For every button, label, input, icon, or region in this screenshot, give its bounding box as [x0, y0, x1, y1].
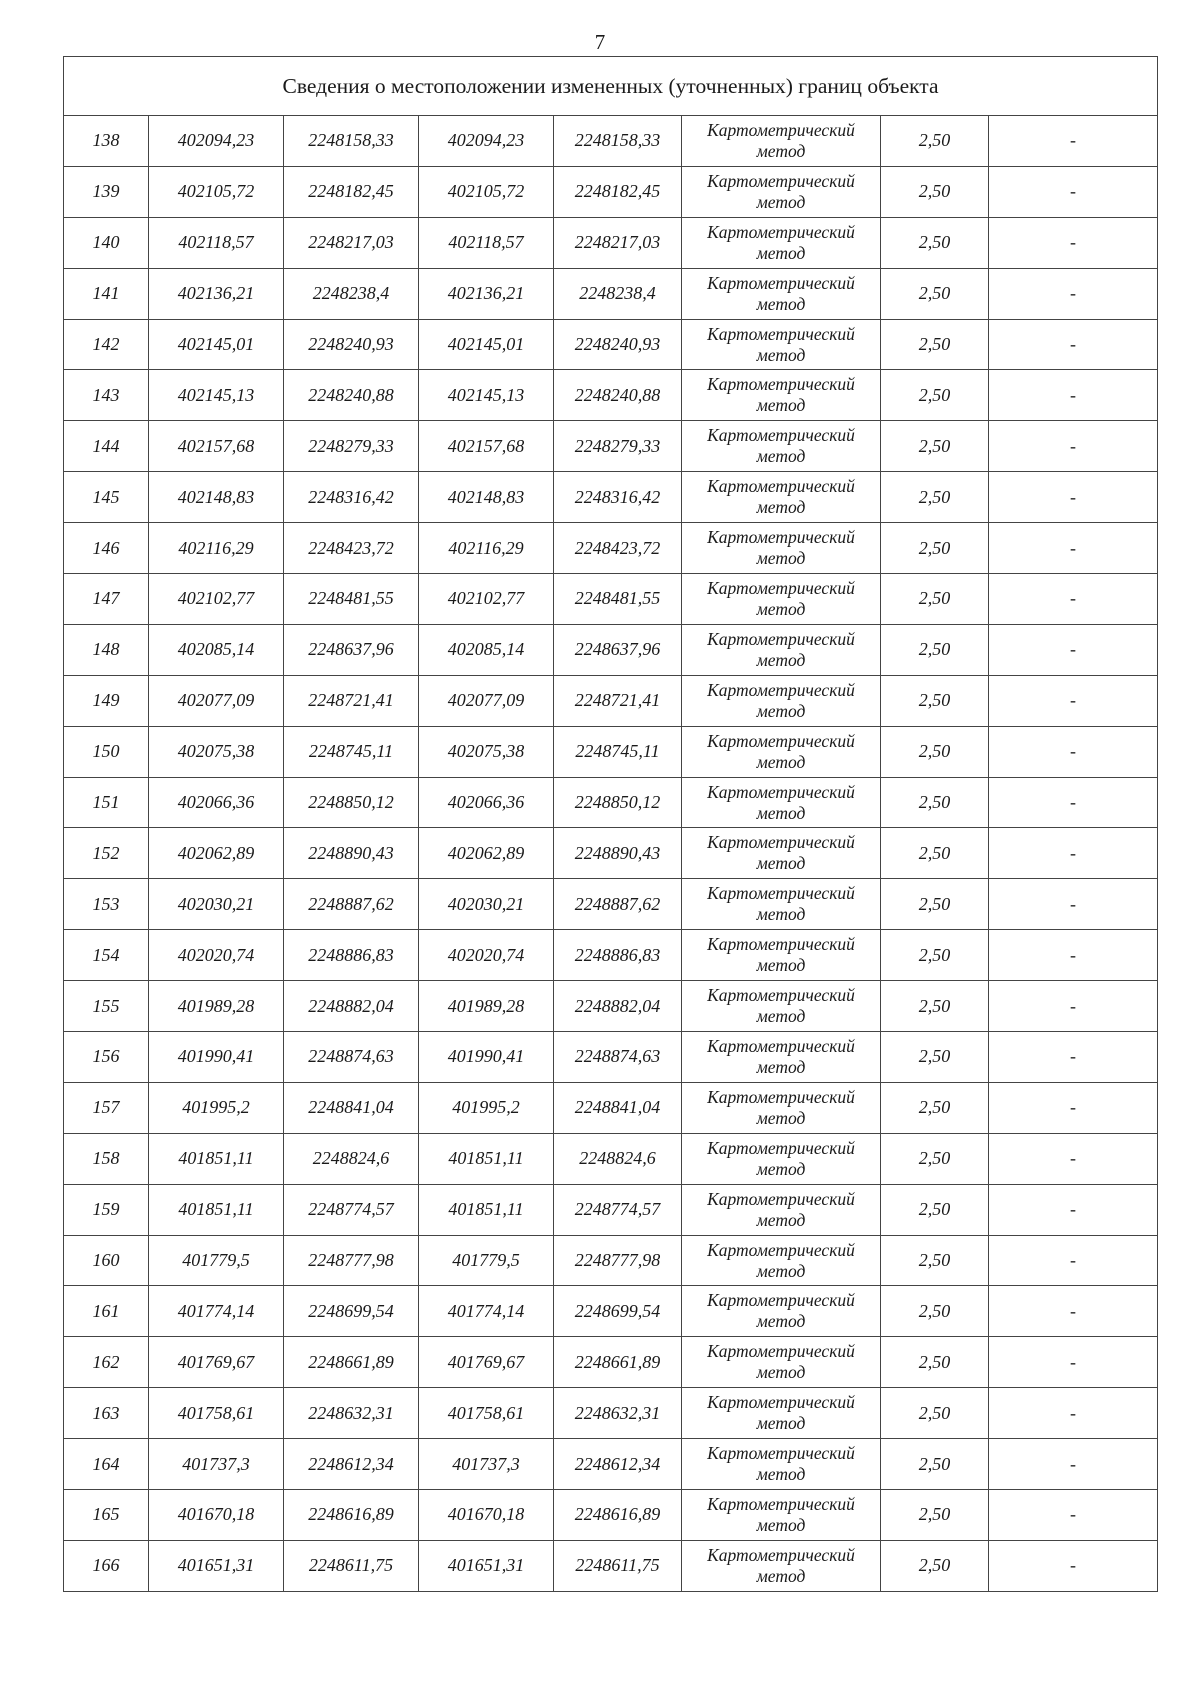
refined-y-cell: 2248890,43 — [554, 828, 682, 879]
note-cell: - — [989, 624, 1158, 675]
table-row — [64, 166, 1158, 217]
table-title-row — [64, 57, 1158, 116]
accuracy-cell: 2,50 — [881, 268, 989, 319]
refined-y-cell: 2248882,04 — [554, 981, 682, 1032]
accuracy-cell: 2,50 — [881, 574, 989, 625]
existing-y-cell: 2248841,04 — [284, 1082, 419, 1133]
refined-x-cell: 401651,31 — [419, 1540, 554, 1591]
method-cell: Картометрический метод — [682, 116, 881, 167]
refined-x-cell: 402118,57 — [419, 217, 554, 268]
note-cell: - — [989, 879, 1158, 930]
method-cell: Картометрический метод — [682, 777, 881, 828]
refined-y-cell: 2248886,83 — [554, 930, 682, 981]
existing-x-cell: 402066,36 — [149, 777, 284, 828]
refined-y-cell: 2248611,75 — [554, 1540, 682, 1591]
note-cell: - — [989, 1388, 1158, 1439]
point-number-cell: 144 — [64, 421, 149, 472]
boundary-coordinates-table — [63, 56, 1158, 1592]
existing-x-cell: 401779,5 — [149, 1235, 284, 1286]
method-cell: Картометрический метод — [682, 624, 881, 675]
refined-x-cell: 402116,29 — [419, 523, 554, 574]
existing-y-cell: 2248824,6 — [284, 1133, 419, 1184]
refined-x-cell: 401779,5 — [419, 1235, 554, 1286]
existing-y-cell: 2248882,04 — [284, 981, 419, 1032]
table-row — [64, 1286, 1158, 1337]
point-number-cell: 155 — [64, 981, 149, 1032]
existing-x-cell: 402030,21 — [149, 879, 284, 930]
note-cell: - — [989, 472, 1158, 523]
existing-y-cell: 2248238,4 — [284, 268, 419, 319]
existing-y-cell: 2248481,55 — [284, 574, 419, 625]
refined-y-cell: 2248217,03 — [554, 217, 682, 268]
table-row — [64, 1032, 1158, 1083]
existing-y-cell: 2248887,62 — [284, 879, 419, 930]
point-number-cell: 158 — [64, 1133, 149, 1184]
note-cell: - — [989, 1286, 1158, 1337]
existing-y-cell: 2248777,98 — [284, 1235, 419, 1286]
refined-y-cell: 2248699,54 — [554, 1286, 682, 1337]
point-number-cell: 142 — [64, 319, 149, 370]
table-row — [64, 217, 1158, 268]
existing-x-cell: 402157,68 — [149, 421, 284, 472]
accuracy-cell: 2,50 — [881, 1439, 989, 1490]
refined-x-cell: 402030,21 — [419, 879, 554, 930]
table-row — [64, 1490, 1158, 1541]
point-number-cell: 164 — [64, 1439, 149, 1490]
point-number-cell: 154 — [64, 930, 149, 981]
refined-x-cell: 402077,09 — [419, 675, 554, 726]
method-cell: Картометрический метод — [682, 828, 881, 879]
existing-x-cell: 401769,67 — [149, 1337, 284, 1388]
table-row — [64, 268, 1158, 319]
point-number-cell: 153 — [64, 879, 149, 930]
existing-x-cell: 402148,83 — [149, 472, 284, 523]
existing-y-cell: 2248745,11 — [284, 726, 419, 777]
point-number-cell: 166 — [64, 1540, 149, 1591]
point-number-cell: 162 — [64, 1337, 149, 1388]
table-row — [64, 777, 1158, 828]
method-cell: Картометрический метод — [682, 930, 881, 981]
accuracy-cell: 2,50 — [881, 828, 989, 879]
refined-x-cell: 401670,18 — [419, 1490, 554, 1541]
existing-x-cell: 402145,13 — [149, 370, 284, 421]
existing-x-cell: 401989,28 — [149, 981, 284, 1032]
point-number-cell: 138 — [64, 116, 149, 167]
refined-x-cell: 402102,77 — [419, 574, 554, 625]
existing-x-cell: 401651,31 — [149, 1540, 284, 1591]
existing-x-cell: 401990,41 — [149, 1032, 284, 1083]
existing-y-cell: 2248890,43 — [284, 828, 419, 879]
existing-y-cell: 2248182,45 — [284, 166, 419, 217]
refined-x-cell: 401989,28 — [419, 981, 554, 1032]
table-row — [64, 370, 1158, 421]
refined-y-cell: 2248632,31 — [554, 1388, 682, 1439]
refined-x-cell: 401995,2 — [419, 1082, 554, 1133]
existing-y-cell: 2248158,33 — [284, 116, 419, 167]
point-number-cell: 139 — [64, 166, 149, 217]
note-cell: - — [989, 1540, 1158, 1591]
existing-x-cell: 402075,38 — [149, 726, 284, 777]
accuracy-cell: 2,50 — [881, 217, 989, 268]
method-cell: Картометрический метод — [682, 675, 881, 726]
existing-x-cell: 402116,29 — [149, 523, 284, 574]
refined-y-cell: 2248721,41 — [554, 675, 682, 726]
refined-y-cell: 2248240,88 — [554, 370, 682, 421]
accuracy-cell: 2,50 — [881, 472, 989, 523]
existing-x-cell: 401670,18 — [149, 1490, 284, 1541]
existing-x-cell: 402118,57 — [149, 217, 284, 268]
accuracy-cell: 2,50 — [881, 370, 989, 421]
refined-x-cell: 402148,83 — [419, 472, 554, 523]
note-cell: - — [989, 1032, 1158, 1083]
refined-x-cell: 401769,67 — [419, 1337, 554, 1388]
refined-y-cell: 2248238,4 — [554, 268, 682, 319]
refined-y-cell: 2248158,33 — [554, 116, 682, 167]
point-number-cell: 146 — [64, 523, 149, 574]
note-cell: - — [989, 1439, 1158, 1490]
table-row — [64, 930, 1158, 981]
method-cell: Картометрический метод — [682, 574, 881, 625]
table-row — [64, 523, 1158, 574]
table-row — [64, 1337, 1158, 1388]
refined-x-cell: 402145,01 — [419, 319, 554, 370]
accuracy-cell: 2,50 — [881, 1490, 989, 1541]
refined-x-cell: 402062,89 — [419, 828, 554, 879]
refined-x-cell: 402145,13 — [419, 370, 554, 421]
point-number-cell: 152 — [64, 828, 149, 879]
accuracy-cell: 2,50 — [881, 1184, 989, 1235]
refined-y-cell: 2248661,89 — [554, 1337, 682, 1388]
table-row — [64, 1388, 1158, 1439]
refined-x-cell: 401758,61 — [419, 1388, 554, 1439]
note-cell: - — [989, 268, 1158, 319]
existing-y-cell: 2248699,54 — [284, 1286, 419, 1337]
method-cell: Картометрический метод — [682, 879, 881, 930]
method-cell: Картометрический метод — [682, 1337, 881, 1388]
method-cell: Картометрический метод — [682, 1082, 881, 1133]
existing-y-cell: 2248279,33 — [284, 421, 419, 472]
table-row — [64, 828, 1158, 879]
method-cell: Картометрический метод — [682, 268, 881, 319]
note-cell: - — [989, 1490, 1158, 1541]
method-cell: Картометрический метод — [682, 1184, 881, 1235]
existing-y-cell: 2248611,75 — [284, 1540, 419, 1591]
refined-y-cell: 2248182,45 — [554, 166, 682, 217]
point-number-cell: 145 — [64, 472, 149, 523]
existing-x-cell: 401758,61 — [149, 1388, 284, 1439]
point-number-cell: 150 — [64, 726, 149, 777]
refined-y-cell: 2248841,04 — [554, 1082, 682, 1133]
accuracy-cell: 2,50 — [881, 1388, 989, 1439]
refined-x-cell: 402136,21 — [419, 268, 554, 319]
accuracy-cell: 2,50 — [881, 1235, 989, 1286]
note-cell: - — [989, 1235, 1158, 1286]
point-number-cell: 165 — [64, 1490, 149, 1541]
refined-y-cell: 2248824,6 — [554, 1133, 682, 1184]
table-row — [64, 574, 1158, 625]
method-cell: Картометрический метод — [682, 1286, 881, 1337]
refined-y-cell: 2248874,63 — [554, 1032, 682, 1083]
existing-x-cell: 401995,2 — [149, 1082, 284, 1133]
table-row — [64, 1133, 1158, 1184]
table-row — [64, 675, 1158, 726]
note-cell: - — [989, 675, 1158, 726]
table-row — [64, 879, 1158, 930]
note-cell: - — [989, 981, 1158, 1032]
point-number-cell: 148 — [64, 624, 149, 675]
accuracy-cell: 2,50 — [881, 523, 989, 574]
refined-x-cell: 402066,36 — [419, 777, 554, 828]
table-row — [64, 1540, 1158, 1591]
refined-x-cell: 402105,72 — [419, 166, 554, 217]
method-cell: Картометрический метод — [682, 1490, 881, 1541]
existing-y-cell: 2248616,89 — [284, 1490, 419, 1541]
table-row — [64, 319, 1158, 370]
accuracy-cell: 2,50 — [881, 726, 989, 777]
table-row — [64, 116, 1158, 167]
accuracy-cell: 2,50 — [881, 777, 989, 828]
point-number-cell: 140 — [64, 217, 149, 268]
point-number-cell: 161 — [64, 1286, 149, 1337]
point-number-cell: 159 — [64, 1184, 149, 1235]
accuracy-cell: 2,50 — [881, 981, 989, 1032]
point-number-cell: 160 — [64, 1235, 149, 1286]
method-cell: Картометрический метод — [682, 166, 881, 217]
method-cell: Картометрический метод — [682, 981, 881, 1032]
note-cell: - — [989, 319, 1158, 370]
existing-y-cell: 2248316,42 — [284, 472, 419, 523]
accuracy-cell: 2,50 — [881, 1082, 989, 1133]
existing-x-cell: 402145,01 — [149, 319, 284, 370]
refined-y-cell: 2248240,93 — [554, 319, 682, 370]
accuracy-cell: 2,50 — [881, 319, 989, 370]
existing-x-cell: 401737,3 — [149, 1439, 284, 1490]
accuracy-cell: 2,50 — [881, 930, 989, 981]
table-body — [64, 116, 1158, 1592]
existing-x-cell: 402136,21 — [149, 268, 284, 319]
page-number: 7 — [594, 30, 606, 54]
existing-x-cell: 402094,23 — [149, 116, 284, 167]
note-cell: - — [989, 574, 1158, 625]
table-row — [64, 1184, 1158, 1235]
refined-y-cell: 2248850,12 — [554, 777, 682, 828]
refined-y-cell: 2248777,98 — [554, 1235, 682, 1286]
note-cell: - — [989, 777, 1158, 828]
existing-y-cell: 2248240,88 — [284, 370, 419, 421]
refined-x-cell: 401774,14 — [419, 1286, 554, 1337]
existing-y-cell: 2248661,89 — [284, 1337, 419, 1388]
existing-x-cell: 402077,09 — [149, 675, 284, 726]
refined-y-cell: 2248616,89 — [554, 1490, 682, 1541]
method-cell: Картометрический метод — [682, 1388, 881, 1439]
table-row — [64, 981, 1158, 1032]
note-cell: - — [989, 523, 1158, 574]
table-row — [64, 472, 1158, 523]
existing-x-cell: 402085,14 — [149, 624, 284, 675]
method-cell: Картометрический метод — [682, 523, 881, 574]
point-number-cell: 156 — [64, 1032, 149, 1083]
accuracy-cell: 2,50 — [881, 116, 989, 167]
existing-x-cell: 401774,14 — [149, 1286, 284, 1337]
refined-y-cell: 2248279,33 — [554, 421, 682, 472]
existing-x-cell: 401851,11 — [149, 1184, 284, 1235]
note-cell: - — [989, 370, 1158, 421]
table-row — [64, 1082, 1158, 1133]
refined-x-cell: 402020,74 — [419, 930, 554, 981]
refined-y-cell: 2248481,55 — [554, 574, 682, 625]
existing-y-cell: 2248632,31 — [284, 1388, 419, 1439]
refined-y-cell: 2248423,72 — [554, 523, 682, 574]
refined-x-cell: 401851,11 — [419, 1133, 554, 1184]
accuracy-cell: 2,50 — [881, 879, 989, 930]
table-row — [64, 421, 1158, 472]
point-number-cell: 149 — [64, 675, 149, 726]
table-title: Сведения о местоположении измененных (уточненных) границ объекта — [64, 57, 1158, 116]
refined-x-cell: 402085,14 — [419, 624, 554, 675]
existing-y-cell: 2248886,83 — [284, 930, 419, 981]
accuracy-cell: 2,50 — [881, 1133, 989, 1184]
refined-y-cell: 2248745,11 — [554, 726, 682, 777]
refined-x-cell: 402157,68 — [419, 421, 554, 472]
existing-y-cell: 2248721,41 — [284, 675, 419, 726]
existing-x-cell: 402020,74 — [149, 930, 284, 981]
refined-y-cell: 2248612,34 — [554, 1439, 682, 1490]
method-cell: Картометрический метод — [682, 472, 881, 523]
note-cell: - — [989, 828, 1158, 879]
accuracy-cell: 2,50 — [881, 1032, 989, 1083]
existing-y-cell: 2248423,72 — [284, 523, 419, 574]
existing-y-cell: 2248850,12 — [284, 777, 419, 828]
accuracy-cell: 2,50 — [881, 421, 989, 472]
existing-y-cell: 2248240,93 — [284, 319, 419, 370]
existing-x-cell: 402102,77 — [149, 574, 284, 625]
accuracy-cell: 2,50 — [881, 1337, 989, 1388]
table-row — [64, 624, 1158, 675]
refined-y-cell: 2248887,62 — [554, 879, 682, 930]
existing-y-cell: 2248217,03 — [284, 217, 419, 268]
refined-x-cell: 401737,3 — [419, 1439, 554, 1490]
existing-x-cell: 402105,72 — [149, 166, 284, 217]
method-cell: Картометрический метод — [682, 1032, 881, 1083]
refined-x-cell: 402094,23 — [419, 116, 554, 167]
existing-y-cell: 2248637,96 — [284, 624, 419, 675]
method-cell: Картометрический метод — [682, 1133, 881, 1184]
method-cell: Картометрический метод — [682, 370, 881, 421]
existing-x-cell: 402062,89 — [149, 828, 284, 879]
point-number-cell: 141 — [64, 268, 149, 319]
method-cell: Картометрический метод — [682, 1439, 881, 1490]
note-cell: - — [989, 166, 1158, 217]
note-cell: - — [989, 116, 1158, 167]
point-number-cell: 143 — [64, 370, 149, 421]
table-row — [64, 1235, 1158, 1286]
point-number-cell: 151 — [64, 777, 149, 828]
table-row — [64, 726, 1158, 777]
method-cell: Картометрический метод — [682, 726, 881, 777]
point-number-cell: 163 — [64, 1388, 149, 1439]
method-cell: Картометрический метод — [682, 1540, 881, 1591]
note-cell: - — [989, 217, 1158, 268]
refined-x-cell: 402075,38 — [419, 726, 554, 777]
note-cell: - — [989, 1337, 1158, 1388]
accuracy-cell: 2,50 — [881, 1540, 989, 1591]
refined-x-cell: 401990,41 — [419, 1032, 554, 1083]
method-cell: Картометрический метод — [682, 1235, 881, 1286]
existing-y-cell: 2248774,57 — [284, 1184, 419, 1235]
accuracy-cell: 2,50 — [881, 675, 989, 726]
existing-x-cell: 401851,11 — [149, 1133, 284, 1184]
accuracy-cell: 2,50 — [881, 624, 989, 675]
existing-y-cell: 2248874,63 — [284, 1032, 419, 1083]
note-cell: - — [989, 421, 1158, 472]
accuracy-cell: 2,50 — [881, 1286, 989, 1337]
note-cell: - — [989, 1133, 1158, 1184]
method-cell: Картометрический метод — [682, 319, 881, 370]
refined-x-cell: 401851,11 — [419, 1184, 554, 1235]
refined-y-cell: 2248637,96 — [554, 624, 682, 675]
table-row — [64, 1439, 1158, 1490]
method-cell: Картометрический метод — [682, 217, 881, 268]
refined-y-cell: 2248316,42 — [554, 472, 682, 523]
refined-y-cell: 2248774,57 — [554, 1184, 682, 1235]
note-cell: - — [989, 1082, 1158, 1133]
accuracy-cell: 2,50 — [881, 166, 989, 217]
note-cell: - — [989, 726, 1158, 777]
note-cell: - — [989, 930, 1158, 981]
note-cell: - — [989, 1184, 1158, 1235]
point-number-cell: 157 — [64, 1082, 149, 1133]
existing-y-cell: 2248612,34 — [284, 1439, 419, 1490]
method-cell: Картометрический метод — [682, 421, 881, 472]
point-number-cell: 147 — [64, 574, 149, 625]
